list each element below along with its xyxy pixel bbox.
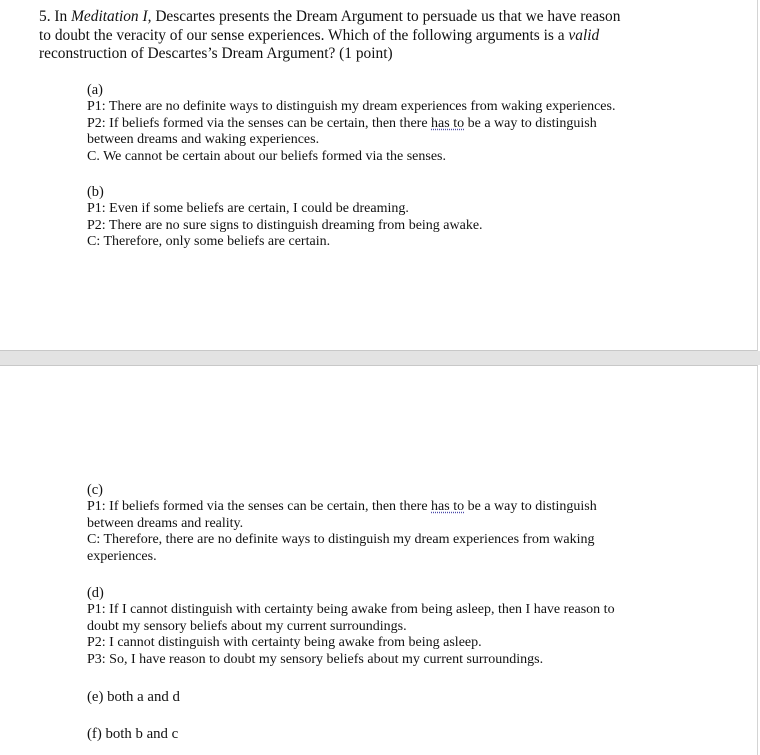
option-d-p1-line-2: doubt my sensory beliefs about my current surroundings.	[87, 618, 407, 634]
option-a-label: (a)	[87, 82, 103, 98]
option-a-conclusion: C. We cannot be certain about our beliefs formed via the senses.	[87, 149, 446, 165]
option-c-label: (c)	[87, 482, 103, 498]
question-line-3: reconstruction of Descartes’s Dream Argument? (1 point)	[39, 45, 393, 62]
document-page-2	[0, 365, 758, 755]
option-a-p1: P1: There are no definite ways to distinguish my dream experiences from waking experiences.	[87, 98, 616, 114]
option-a-p2-end: be a way to distinguish	[467, 115, 597, 131]
valid-word: valid	[568, 26, 600, 44]
spelling-marked-phrase: has to	[431, 498, 465, 514]
option-d-p1: P1: If I cannot distinguish with certainty being awake from being asleep, then I have reason to	[87, 601, 615, 617]
question-line-2-text: to doubt the veracity of our sense experiences. Which of the following arguments is a	[39, 26, 565, 44]
option-d-label: (d)	[87, 585, 104, 601]
option-c-p1	[87, 499, 657, 516]
question-line-2	[39, 27, 659, 46]
option-b-p1: P1: Even if some beliefs are certain, I could be dreaming.	[87, 200, 409, 216]
option-c-conclusion-line-2: experiences.	[87, 549, 157, 565]
option-c-conclusion: C: Therefore, there are no definite ways to distinguish my dream experiences from waking	[87, 532, 595, 548]
option-a-p2	[87, 116, 657, 133]
option-c-p1-start: P1: If beliefs formed via the senses can be certain, then there	[87, 498, 428, 514]
option-a-p2-start: P2: If beliefs formed via the senses can be certain, then there	[87, 115, 428, 131]
option-d-p3: P3: So, I have reason to doubt my sensory beliefs about my current surroundings.	[87, 652, 544, 668]
option-c-p1-line-2: between dreams and reality.	[87, 515, 244, 531]
question-intro: In	[54, 8, 68, 25]
document-page-1	[0, 0, 758, 351]
option-c-p1-end: be a way to distinguish	[467, 498, 597, 514]
work-title: Meditation I,	[71, 8, 152, 25]
question-line-1	[39, 8, 659, 27]
option-b-p2: P2: There are no sure signs to distinguish dreaming from being awake.	[87, 217, 483, 233]
option-b	[87, 184, 657, 251]
question-number: 5.	[39, 8, 51, 25]
option-d-p2: P2: I cannot distinguish with certainty being awake from being asleep.	[87, 635, 482, 651]
option-b-label: (b)	[87, 184, 104, 200]
option-d	[87, 585, 657, 669]
spelling-marked-phrase: has to	[431, 115, 465, 131]
option-a-p2-line-2: between dreams and waking experiences.	[87, 132, 320, 148]
question-line-1-text: Descartes presents the Dream Argument to persuade us that we have reason	[155, 8, 621, 25]
option-f: (f) both b and c	[87, 726, 179, 742]
option-e: (e) both a and d	[87, 689, 180, 705]
option-c	[87, 482, 657, 566]
option-a	[87, 82, 657, 166]
page-separator	[0, 351, 760, 365]
question-5	[39, 8, 659, 64]
option-b-conclusion: C: Therefore, only some beliefs are certain.	[87, 234, 331, 250]
